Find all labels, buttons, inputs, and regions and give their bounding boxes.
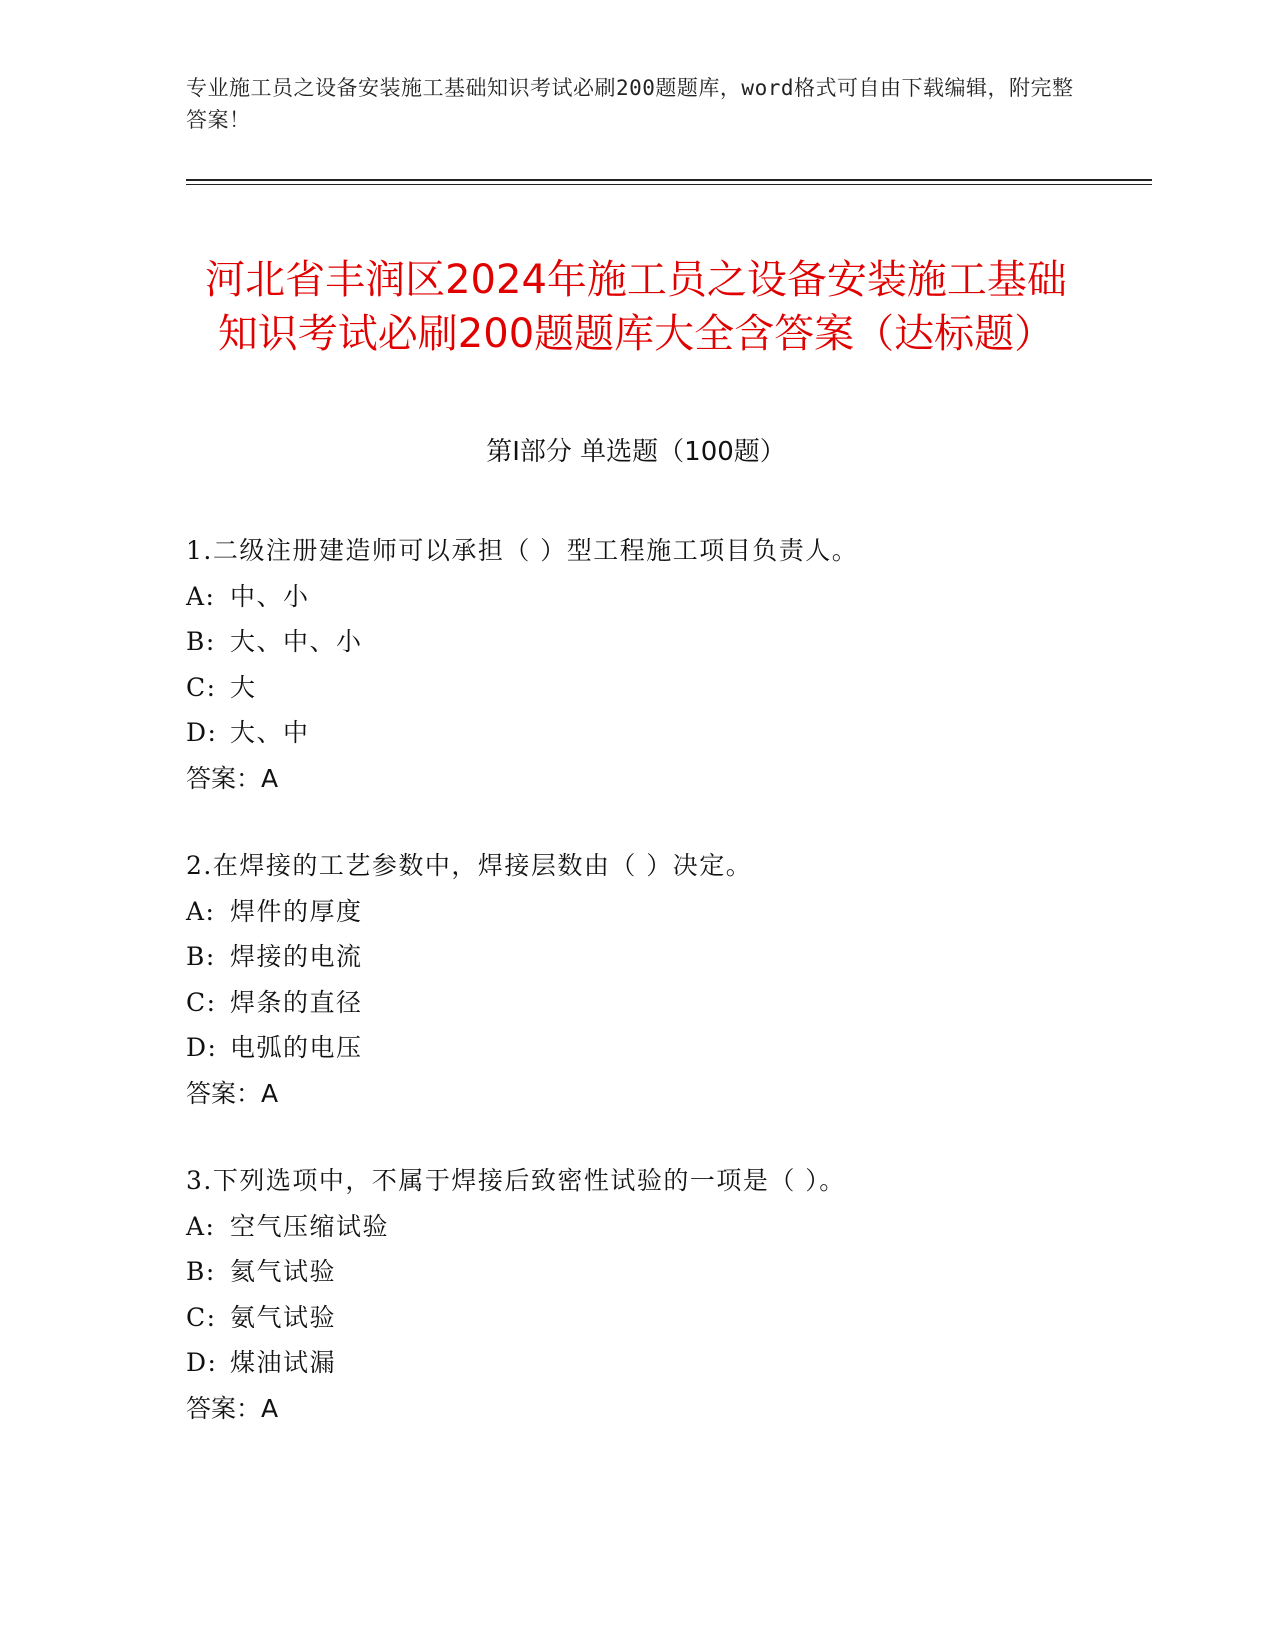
header-divider-thin	[186, 184, 1152, 185]
option-text: 焊条的直径	[230, 987, 363, 1017]
option-d	[186, 1025, 1146, 1071]
option-b	[186, 934, 1146, 980]
option-label: C:	[186, 672, 217, 702]
question-list	[186, 528, 1146, 1473]
option-label: C:	[186, 1302, 217, 1332]
option-label: A:	[186, 581, 216, 611]
option-a	[186, 574, 1146, 620]
question-stem: 1.二级注册建造师可以承担（ ）型工程施工项目负责人。	[186, 536, 859, 565]
answer: 答案：A	[186, 1393, 279, 1423]
option-b	[186, 619, 1146, 665]
option-label: D:	[186, 1348, 218, 1377]
header-divider-thick	[186, 179, 1152, 181]
option-text: 电弧的电压	[230, 1033, 363, 1062]
option-a	[186, 889, 1146, 935]
option-label: B:	[186, 942, 216, 971]
option-text: 中、小	[230, 581, 310, 611]
option-text: 大、中、小	[230, 627, 363, 656]
question-stem: 2.在焊接的工艺参数中，焊接层数由（ ）决定。	[186, 851, 753, 880]
question-item	[186, 1158, 1146, 1431]
option-text: 焊件的厚度	[230, 896, 363, 926]
option-a	[186, 1204, 1146, 1250]
answer: 答案：A	[186, 1078, 279, 1108]
option-text: 大、中	[230, 718, 310, 747]
option-label: C:	[186, 987, 217, 1017]
answer: 答案：A	[186, 763, 279, 793]
option-text: 氨气试验	[230, 1302, 337, 1332]
option-label: D:	[186, 718, 218, 747]
option-c	[186, 665, 1146, 711]
option-text: 大	[230, 672, 257, 702]
option-c	[186, 980, 1146, 1026]
section-heading: 第Ⅰ部分 单选题（100题）	[486, 437, 786, 467]
header-note: 专业施工员之设备安装施工基础知识考试必刷200题题库，word格式可自由下载编辑，附完整答案！	[186, 76, 1074, 132]
option-text: 煤油试漏	[230, 1348, 337, 1377]
option-b	[186, 1249, 1146, 1295]
option-label: A:	[186, 896, 216, 926]
option-text: 焊接的电流	[230, 942, 363, 971]
question-item	[186, 843, 1146, 1116]
option-d	[186, 1340, 1146, 1386]
document-title: 河北省丰润区2024年施工员之设备安装施工基础知识考试必刷200题题库大全含答案（达标题）	[205, 256, 1067, 357]
option-text: 氦气试验	[230, 1257, 337, 1286]
option-label: B:	[186, 627, 216, 656]
option-d	[186, 710, 1146, 756]
option-label: D:	[186, 1033, 218, 1062]
question-stem: 3.下列选项中，不属于焊接后致密性试验的一项是（ ）。	[186, 1166, 846, 1195]
option-c	[186, 1295, 1146, 1341]
option-label: B:	[186, 1257, 216, 1286]
option-text: 空气压缩试验	[230, 1211, 390, 1241]
question-item	[186, 528, 1146, 801]
option-label: A:	[186, 1211, 216, 1241]
